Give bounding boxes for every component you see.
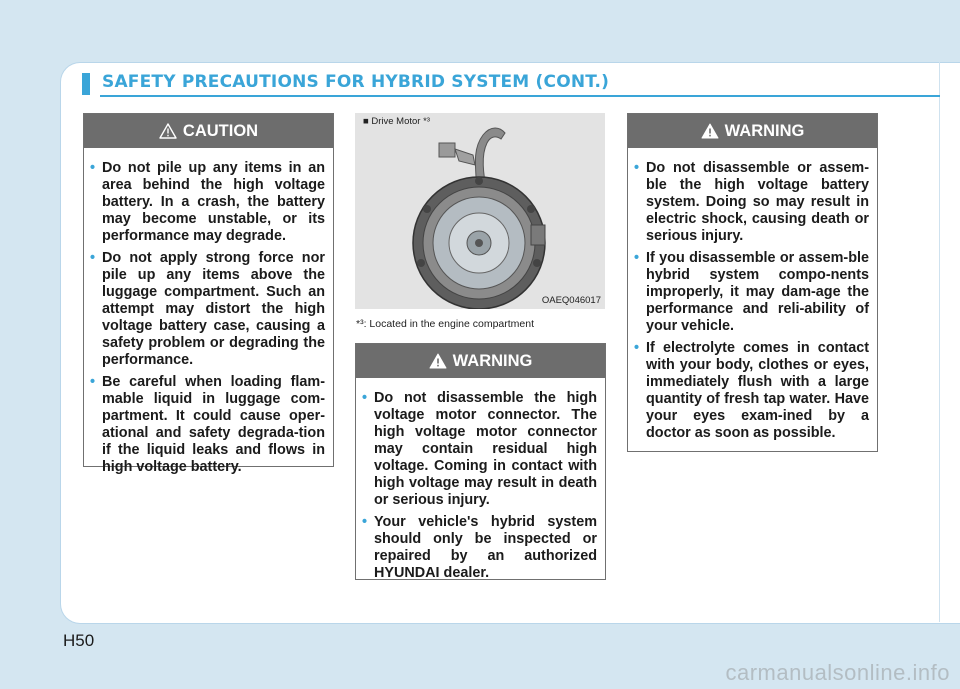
warning-battery-list	[628, 148, 877, 455]
caution-box	[83, 113, 334, 475]
caution-item: • Be careful when loading flam-mable liquid in luggage com-partment. It could cause oper-ational and safety degrada-tion if the liquid leaks and flows in high voltage battery.	[102, 374, 325, 476]
warning-motor-list	[356, 378, 605, 595]
warning-item: • Do not disassemble the high voltage motor connector. The high voltage motor connector may contain residual high voltage. Coming in contact with high voltage may result in death or serious injury.	[374, 390, 597, 509]
warning-triangle-icon	[701, 123, 719, 139]
watermark: carmanualsonline.info	[725, 660, 950, 685]
page-number: H50	[63, 631, 95, 650]
drive-motor-illustration	[355, 113, 605, 309]
caution-header	[84, 114, 333, 148]
caution-triangle-icon	[159, 123, 177, 139]
caution-title: CAUTION	[182, 121, 259, 140]
warning-battery-title: WARNING	[724, 121, 805, 140]
warning-motor-header	[356, 344, 605, 378]
warning-battery-box	[627, 113, 878, 452]
figure-footnote: *³: Located in the engine compartment	[356, 318, 535, 330]
warning-item: • Do not disassemble or assem-ble the high voltage battery system. Doing so may result in electric shock, causing death or serious injury.	[646, 160, 869, 245]
warning-item: • Your vehicle's hybrid system should only be inspected or repaired by an authorized HYUNDAI dealer.	[374, 514, 597, 582]
warning-battery-header	[628, 114, 877, 148]
figure-code: OAEQ046017	[541, 295, 601, 306]
warning-motor-title: WARNING	[452, 351, 533, 370]
warning-item: • If you disassemble or assem-ble hybrid system compo-nents improperly, it may dam-age the performance and reli-ability of your vehicle.	[646, 250, 869, 335]
margin-line	[939, 62, 940, 622]
caution-list	[84, 148, 333, 489]
figure-label: ■ Drive Motor *³	[363, 116, 430, 127]
header-accent-bar	[82, 73, 90, 95]
warning-item: • If electrolyte comes in contact with your body, clothes or eyes, immediately flush with a large quantity of fresh tap water. Have your eyes exam-ined by a doctor as soon as possible.	[646, 340, 869, 442]
warning-motor-box	[355, 343, 606, 580]
drive-motor-figure	[355, 113, 605, 309]
warning-triangle-icon	[429, 353, 447, 369]
caution-item: • Do not apply strong force nor pile up any items above the luggage compartment. Such an attempt may distort the high voltage battery case, causing a safety problem or degrading the performance.	[102, 250, 325, 369]
section-title: SAFETY PRECAUTIONS FOR HYBRID SYSTEM (CONT.)	[102, 72, 610, 92]
caution-item: • Do not pile up any items in an area behind the high voltage battery. In a crash, the battery may become unstable, or its performance may degrade.	[102, 160, 325, 245]
header-rule	[100, 95, 940, 97]
